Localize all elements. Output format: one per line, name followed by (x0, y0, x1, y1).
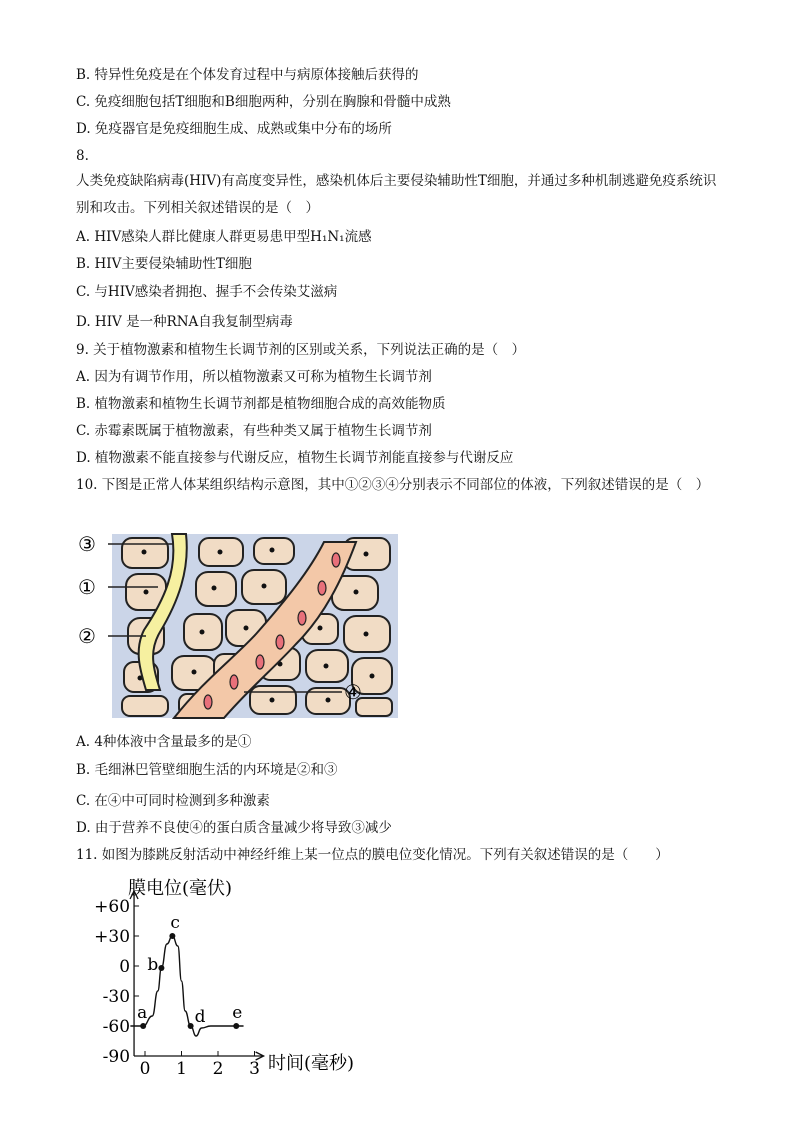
q10-option-a: A. 4种体液中含量最多的是① (76, 734, 252, 750)
point-a (140, 1023, 146, 1029)
point-label-c: c (170, 913, 180, 933)
point-label-a: a (137, 1003, 148, 1023)
q8-option-b: B. HIV主要侵染辅助性T细胞 (76, 256, 252, 272)
q10-option-b: B. 毛细淋巴管壁细胞生活的内环境是②和③ (76, 762, 338, 778)
label-1: ① (78, 575, 96, 599)
q9-option-b: B. 植物激素和植物生长调节剂都是植物细胞合成的高效能物质 (76, 396, 446, 412)
q7-option-c: C. 免疫细胞包括T细胞和B细胞两种，分别在胸腺和骨髓中成熟 (76, 94, 451, 110)
q9-option-d: D. 植物激素不能直接参与代谢反应，植物生长调节剂能直接参与代谢反应 (76, 450, 514, 466)
q7-option-b: B. 特异性免疫是在个体发育过程中与病原体接触后获得的 (76, 67, 419, 83)
y-tick-label: -90 (102, 1047, 131, 1067)
point-label-b: b (147, 955, 159, 975)
label-2: ② (78, 624, 96, 648)
x-tick-label: 0 (139, 1059, 151, 1079)
chart-xlabel: 时间(毫秒) (268, 1053, 355, 1074)
point-b (158, 965, 164, 971)
q7-option-d: D. 免疫器官是免疫细胞生成、成熟或集中分布的场所 (76, 121, 392, 137)
q10-option-c: C. 在④中可同时检测到多种激素 (76, 793, 270, 809)
point-label-d: d (194, 1007, 206, 1027)
x-tick-label: 2 (212, 1059, 224, 1079)
tissue-diagram (74, 530, 404, 722)
potential-curve (130, 936, 243, 1036)
q10-stem: 10. 下图是正常人体某组织结构示意图，其中①②③④分别表示不同部位的体液，下列叙述错误的是（ ） (76, 477, 710, 493)
label-4: ④ (344, 680, 362, 704)
q9-option-a: A. 因为有调节作用，所以植物激素又可称为植物生长调节剂 (76, 369, 432, 385)
membrane-potential-chart (70, 872, 390, 1082)
q8-option-c: C. 与HIV感染者拥抱、握手不会传染艾滋病 (76, 284, 338, 300)
q9-option-c: C. 赤霉素既属于植物激素，有些种类又属于植物生长调节剂 (76, 423, 432, 439)
x-tick-label: 1 (176, 1059, 187, 1079)
chart-ylabel: 膜电位(毫伏) (128, 878, 233, 899)
q8-number: 8. (76, 148, 89, 164)
x-tick-label: 3 (249, 1059, 260, 1079)
q11-stem: 11. 如图为膝跳反射活动中神经纤维上某一位点的膜电位变化情况。下列有关叙述错误的是（ ） (76, 847, 669, 863)
y-tick-label: -60 (102, 1017, 131, 1037)
point-e (233, 1023, 239, 1029)
y-tick-label: -30 (102, 987, 131, 1007)
point-c (169, 933, 175, 939)
y-tick-label: +60 (94, 897, 131, 917)
q8-option-a: A. HIV感染人群比健康人群更易患甲型H₁N₁流感 (76, 229, 372, 245)
y-tick-label: 0 (119, 957, 131, 977)
q8-option-d: D. HIV 是一种RNA自我复制型病毒 (76, 314, 293, 330)
q8-stem: 人类免疫缺陷病毒(HIV)有高度变异性，感染机体后主要侵染辅助性T细胞，并通过多种机制逃避免疫系统识别和攻击。下列相关叙述错误的是（ ） (76, 173, 717, 216)
q9-stem: 9. 关于植物激素和植物生长调节剂的区别或关系，下列说法正确的是（ ） (76, 342, 526, 358)
point-label-e: e (232, 1003, 243, 1023)
point-d (188, 1023, 194, 1029)
label-3: ③ (78, 532, 96, 556)
y-tick-label: +30 (94, 927, 131, 947)
q10-option-d: D. 由于营养不良使④的蛋白质含量减少将导致③减少 (76, 820, 392, 836)
